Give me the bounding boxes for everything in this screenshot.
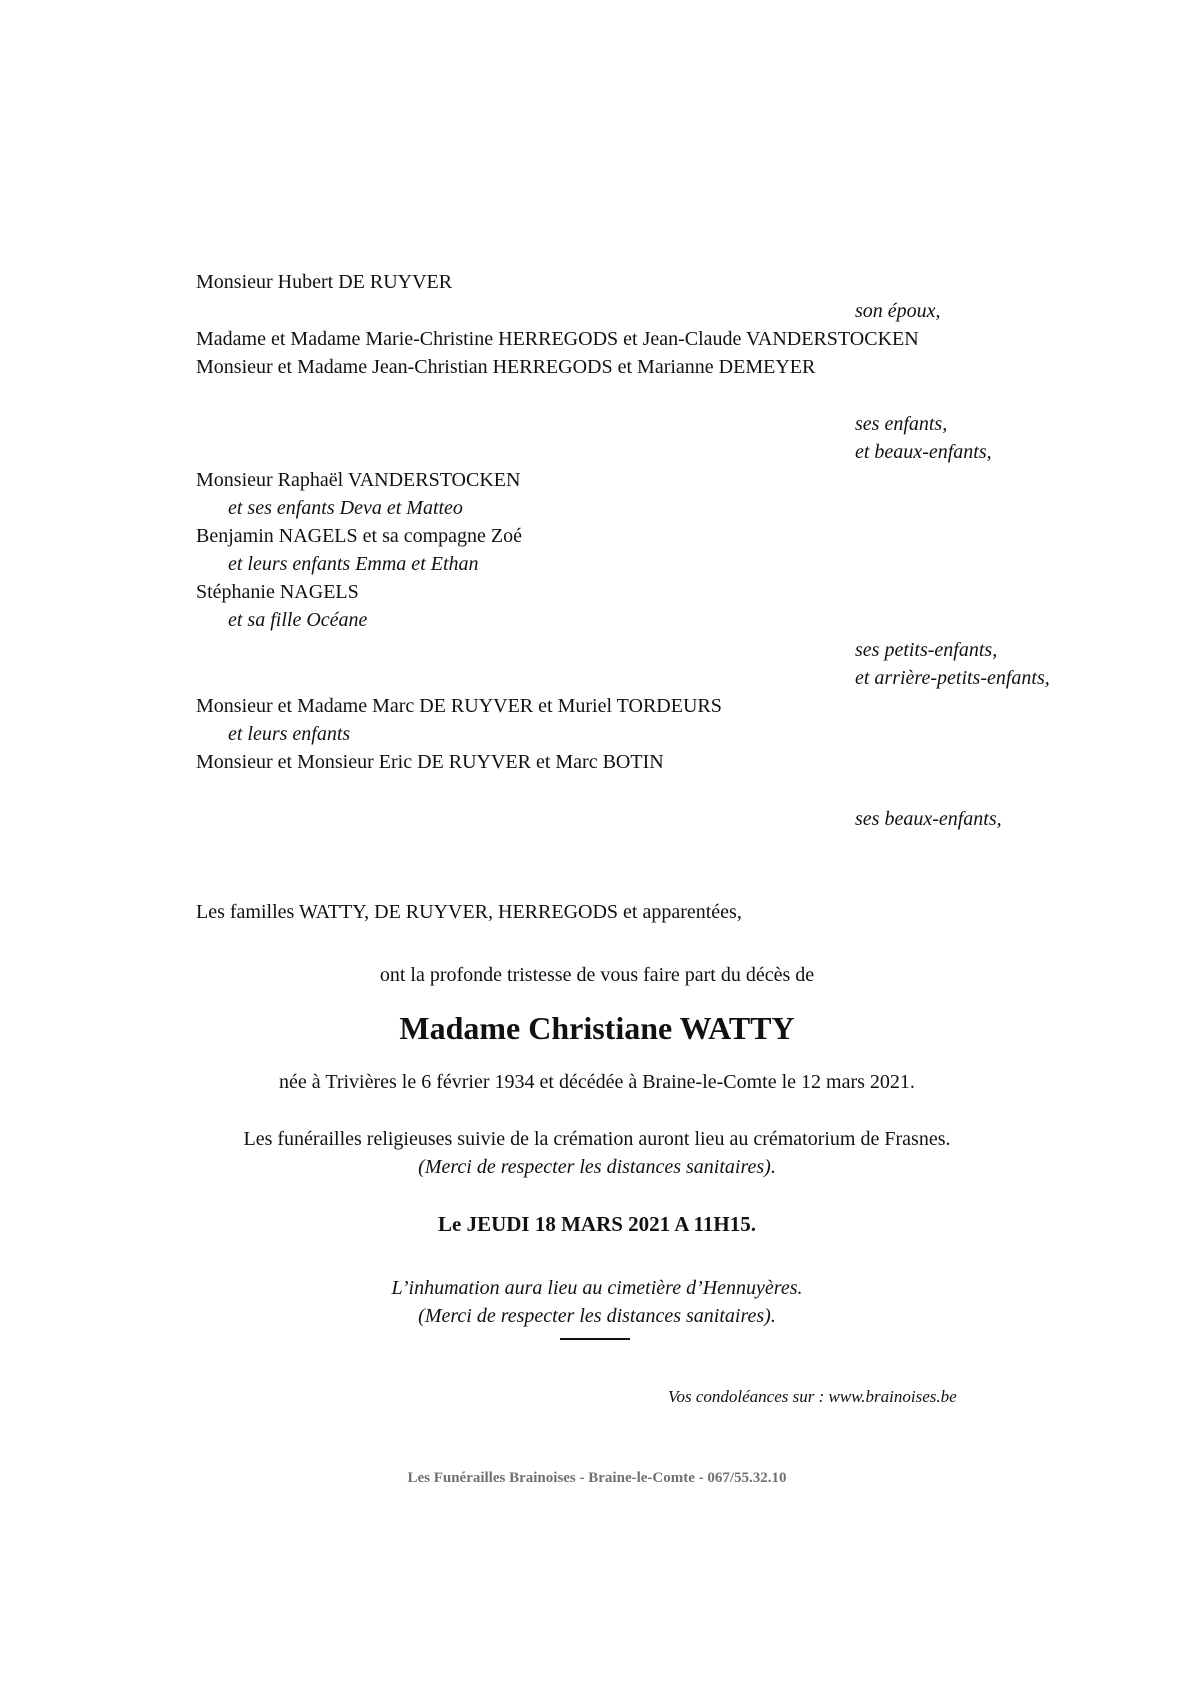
funeral-home-footer: Les Funérailles Brainoises - Braine-le-Comte - 067/55.32.10 <box>407 1470 787 1486</box>
families-line: Les familles WATTY, DE RUYVER, HERREGODS et apparentées, <box>196 901 742 923</box>
family-line: Monsieur et Madame Marc DE RUYVER et Muriel TORDEURS <box>196 695 722 717</box>
funeral-info: Les funérailles religieuses suivie de la crémation auront lieu au crématorium de Frasnes. <box>243 1128 951 1150</box>
condolences-line: Vos condoléances sur : www.brainoises.be <box>668 1387 957 1406</box>
distance-note: (Merci de respecter les distances sanitaires). <box>418 1156 776 1178</box>
family-subline: et leurs enfants Emma et Ethan <box>228 553 479 575</box>
relation-label: ses enfants, <box>855 413 948 435</box>
relation-label: ses petits-enfants, <box>855 639 998 661</box>
birth-death-line: née à Trivières le 6 février 1934 et décédée à Braine-le-Comte le 12 mars 2021. <box>279 1071 915 1093</box>
family-line: Monsieur et Madame Jean-Christian HERREGODS et Marianne DEMEYER <box>196 356 816 378</box>
family-subline: et leurs enfants <box>228 723 351 745</box>
distance-note: (Merci de respecter les distances sanitaires). <box>418 1305 776 1327</box>
burial-info: L’inhumation aura lieu au cimetière d’Hennuyères. <box>391 1277 803 1299</box>
family-line: Monsieur Hubert DE RUYVER <box>196 271 453 293</box>
family-subline: et ses enfants Deva et Matteo <box>228 497 463 519</box>
relation-label: et beaux-enfants, <box>855 441 992 463</box>
announcement-intro: ont la profonde tristesse de vous faire part du décès de <box>379 964 815 986</box>
family-line: Stéphanie NAGELS <box>196 581 359 603</box>
family-line: Monsieur Raphaël VANDERSTOCKEN <box>196 469 521 491</box>
family-subline: et sa fille Océane <box>228 609 368 631</box>
family-line: Madame et Madame Marie-Christine HERREGODS et Jean-Claude VANDERSTOCKEN <box>196 328 919 350</box>
relation-label: ses beaux-enfants, <box>855 808 1002 830</box>
deceased-name: Madame Christiane WATTY <box>399 1010 795 1046</box>
divider <box>560 1338 630 1340</box>
relation-label: son époux, <box>855 300 941 322</box>
relation-label: et arrière-petits-enfants, <box>855 667 1050 689</box>
family-line: Benjamin NAGELS et sa compagne Zoé <box>196 525 523 547</box>
ceremony-date: Le JEUDI 18 MARS 2021 A 11H15. <box>438 1212 756 1236</box>
family-line: Monsieur et Monsieur Eric DE RUYVER et Marc BOTIN <box>196 751 664 773</box>
